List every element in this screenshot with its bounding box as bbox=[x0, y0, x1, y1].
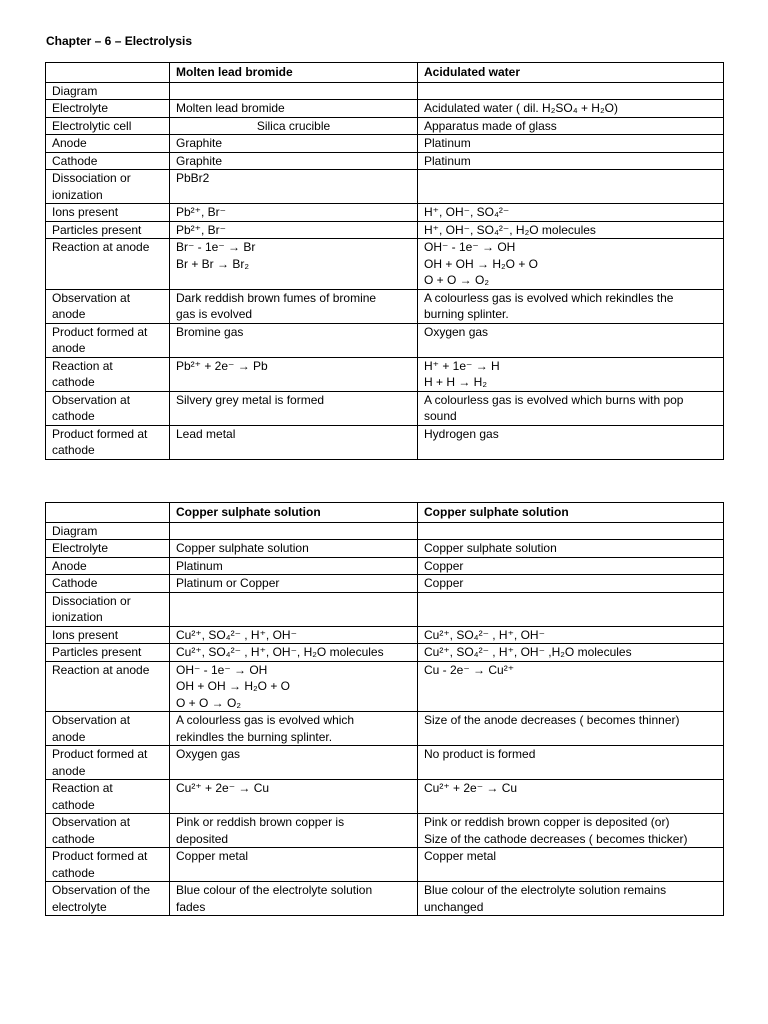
cell bbox=[170, 814, 418, 848]
row-label-line: cathode bbox=[52, 865, 95, 880]
cell bbox=[170, 289, 418, 323]
row-label-line: cathode bbox=[52, 831, 95, 846]
cell bbox=[418, 170, 724, 204]
row-label-line: Observation at bbox=[52, 713, 131, 727]
equation: Br + Br → Br₂ bbox=[176, 256, 250, 271]
cell: Cu²⁺, SO₄²⁻ , H⁺, OH⁻, H₂O molecules bbox=[170, 644, 418, 662]
cell-line: burning splinter. bbox=[424, 307, 509, 321]
row-label-line: Product formed at bbox=[52, 747, 148, 761]
cell: Hydrogen gas bbox=[418, 425, 724, 459]
row-label: Ions present bbox=[46, 204, 170, 222]
cell-line: deposited bbox=[176, 831, 229, 846]
cell: H⁺, OH⁻, SO₄²⁻, H₂O molecules bbox=[418, 221, 724, 239]
equation: H + H → H₂ bbox=[424, 375, 487, 389]
cell: Platinum bbox=[418, 152, 724, 170]
row-label: Diagram bbox=[46, 82, 170, 100]
cell-line: Blue colour of the electrolyte solution remains bbox=[424, 883, 667, 897]
row-label: Anode bbox=[46, 135, 170, 153]
table-row bbox=[46, 814, 724, 848]
cell-line: A colourless gas is evolved which burns with pop bbox=[424, 392, 684, 407]
cell: Platinum bbox=[170, 557, 418, 575]
table-row bbox=[46, 644, 724, 662]
table-row bbox=[46, 135, 724, 153]
row-label: Electrolyte bbox=[46, 540, 170, 558]
cell-line: Size of the cathode decreases ( becomes thicker) bbox=[424, 831, 688, 846]
cell: Silica crucible bbox=[170, 117, 418, 135]
cell: Pb²⁺ + 2e⁻ → Pb bbox=[170, 357, 418, 391]
row-label-line: cathode bbox=[52, 443, 95, 457]
header-cell: Copper sulphate solution bbox=[418, 503, 724, 523]
cell: PbBr2 bbox=[170, 170, 418, 204]
table-row bbox=[46, 117, 724, 135]
cell: H⁺, OH⁻, SO₄²⁻ bbox=[418, 204, 724, 222]
cell-line: A colourless gas is evolved which rekindles the bbox=[424, 290, 674, 305]
row-label-line: Observation at bbox=[52, 392, 131, 407]
row-label bbox=[46, 391, 170, 425]
cell: Copper bbox=[418, 575, 724, 593]
row-label-line: Product formed at bbox=[52, 849, 148, 863]
row-label-line: Product formed at bbox=[52, 426, 148, 441]
row-label-line: Observation of the bbox=[52, 883, 151, 897]
table-row bbox=[46, 540, 724, 558]
row-label-line: electrolyte bbox=[52, 899, 107, 914]
row-label bbox=[46, 425, 170, 459]
row-label: Reaction at anode bbox=[46, 239, 170, 290]
row-label-line: ionization bbox=[52, 610, 103, 624]
equation: H⁺ + 1e⁻ → H bbox=[424, 358, 500, 373]
row-label bbox=[46, 882, 170, 916]
row-label-line: anode bbox=[52, 307, 86, 321]
row-label: Ions present bbox=[46, 626, 170, 644]
table-row bbox=[46, 170, 724, 204]
table-row bbox=[46, 522, 724, 540]
table-row bbox=[46, 425, 724, 459]
cell-line: Blue colour of the electrolyte solution bbox=[176, 883, 373, 897]
cell-line: rekindles the burning splinter. bbox=[176, 729, 333, 744]
table-row bbox=[46, 575, 724, 593]
cell bbox=[170, 239, 418, 290]
cell: Oxygen gas bbox=[418, 323, 724, 357]
cell: Size of the anode decreases ( becomes thinner) bbox=[418, 712, 724, 746]
equation: Br⁻ - 1e⁻ → Br bbox=[176, 240, 256, 254]
cell: Copper sulphate solution bbox=[170, 540, 418, 558]
row-label-line: Reaction at bbox=[52, 781, 113, 795]
table-row bbox=[46, 100, 724, 118]
row-label-line: anode bbox=[52, 763, 86, 778]
row-label-line: ionization bbox=[52, 187, 103, 202]
row-label-line: anode bbox=[52, 729, 86, 744]
table-row bbox=[46, 239, 724, 290]
row-label-line: cathode bbox=[52, 797, 95, 812]
row-label: Cathode bbox=[46, 575, 170, 593]
table-row bbox=[46, 204, 724, 222]
cell bbox=[418, 592, 724, 626]
cell: Silvery grey metal is formed bbox=[170, 391, 418, 425]
comparison-table-lead-bromide-acidulated-water bbox=[45, 62, 724, 460]
table-row bbox=[46, 848, 724, 882]
row-label: Electrolyte bbox=[46, 100, 170, 118]
header-cell bbox=[46, 63, 170, 83]
row-label bbox=[46, 712, 170, 746]
cell-line: unchanged bbox=[424, 899, 484, 914]
header-cell: Molten lead bromide bbox=[170, 63, 418, 83]
row-label-line: Dissociation or bbox=[52, 171, 131, 185]
table-header-row bbox=[46, 503, 724, 523]
row-label: Anode bbox=[46, 557, 170, 575]
cell-line: Pink or reddish brown copper is deposited (or) bbox=[424, 815, 670, 829]
cell-line: A colourless gas is evolved which bbox=[176, 713, 355, 727]
cell: Cu²⁺, SO₄²⁻ , H⁺, OH⁻ bbox=[170, 626, 418, 644]
row-label: Electrolytic cell bbox=[46, 117, 170, 135]
cell: Cu²⁺ + 2e⁻ → Cu bbox=[170, 780, 418, 814]
equation: OH + OH → H₂O + O bbox=[176, 679, 291, 693]
row-label bbox=[46, 848, 170, 882]
table-row bbox=[46, 882, 724, 916]
page-title: Chapter – 6 – Electrolysis bbox=[46, 34, 193, 48]
row-label: Reaction at anode bbox=[46, 661, 170, 712]
equation: O + O → O₂ bbox=[176, 695, 242, 710]
row-label bbox=[46, 814, 170, 848]
row-label bbox=[46, 592, 170, 626]
cell bbox=[418, 357, 724, 391]
header-cell: Copper sulphate solution bbox=[170, 503, 418, 523]
table-row bbox=[46, 592, 724, 626]
cell-line: Dark reddish brown fumes of bromine bbox=[176, 290, 377, 305]
table-row bbox=[46, 289, 724, 323]
row-label bbox=[46, 289, 170, 323]
row-label bbox=[46, 323, 170, 357]
row-label bbox=[46, 357, 170, 391]
cell: Cu - 2e⁻ → Cu²⁺ bbox=[418, 661, 724, 712]
cell: Copper metal bbox=[170, 848, 418, 882]
row-label bbox=[46, 170, 170, 204]
table-row bbox=[46, 746, 724, 780]
row-label-line: cathode bbox=[52, 409, 95, 423]
cell bbox=[170, 592, 418, 626]
cell: Copper sulphate solution bbox=[418, 540, 724, 558]
row-label bbox=[46, 780, 170, 814]
table-row bbox=[46, 712, 724, 746]
equation: O + O → O₂ bbox=[424, 273, 490, 287]
equation: OH + OH → H₂O + O bbox=[424, 256, 539, 271]
cell: Cu²⁺, SO₄²⁻ , H⁺, OH⁻ ,H₂O molecules bbox=[418, 644, 724, 662]
row-label-line: Observation at bbox=[52, 290, 131, 305]
table-row bbox=[46, 357, 724, 391]
cell: Graphite bbox=[170, 152, 418, 170]
cell: Lead metal bbox=[170, 425, 418, 459]
cell: Molten lead bromide bbox=[170, 100, 418, 118]
header-cell: Acidulated water bbox=[418, 63, 724, 83]
cell-line: gas is evolved bbox=[176, 307, 253, 321]
cell: Oxygen gas bbox=[170, 746, 418, 780]
row-label-line: Reaction at bbox=[52, 358, 113, 373]
header-cell bbox=[46, 503, 170, 523]
table-row bbox=[46, 661, 724, 712]
cell: Copper bbox=[418, 557, 724, 575]
table-row bbox=[46, 323, 724, 357]
cell: Bromine gas bbox=[170, 323, 418, 357]
row-label: Particles present bbox=[46, 221, 170, 239]
cell: No product is formed bbox=[418, 746, 724, 780]
comparison-table-copper-sulphate bbox=[45, 502, 724, 916]
table-row bbox=[46, 780, 724, 814]
cell-line: fades bbox=[176, 899, 206, 914]
equation: OH⁻ - 1e⁻ → OH bbox=[176, 662, 268, 677]
row-label-line: Product formed at bbox=[52, 324, 148, 339]
equation: OH⁻ - 1e⁻ → OH bbox=[424, 240, 516, 254]
table-row bbox=[46, 221, 724, 239]
cell: Platinum bbox=[418, 135, 724, 153]
row-label-line: Observation at bbox=[52, 815, 131, 829]
cell bbox=[418, 814, 724, 848]
cell: Platinum or Copper bbox=[170, 575, 418, 593]
row-label-line: Dissociation or bbox=[52, 593, 131, 608]
row-label: Diagram bbox=[46, 522, 170, 540]
cell bbox=[170, 712, 418, 746]
table-header-row bbox=[46, 63, 724, 83]
table-row bbox=[46, 626, 724, 644]
cell bbox=[170, 522, 418, 540]
cell bbox=[418, 882, 724, 916]
cell bbox=[170, 661, 418, 712]
row-label-line: cathode bbox=[52, 375, 95, 389]
cell: Apparatus made of glass bbox=[418, 117, 724, 135]
row-label: Cathode bbox=[46, 152, 170, 170]
row-label: Particles present bbox=[46, 644, 170, 662]
table-row bbox=[46, 82, 724, 100]
cell bbox=[170, 82, 418, 100]
cell: Copper metal bbox=[418, 848, 724, 882]
cell bbox=[418, 391, 724, 425]
cell-line: sound bbox=[424, 409, 457, 423]
cell bbox=[418, 239, 724, 290]
cell: Graphite bbox=[170, 135, 418, 153]
table-row bbox=[46, 391, 724, 425]
cell bbox=[418, 82, 724, 100]
row-label-line: anode bbox=[52, 341, 86, 355]
cell bbox=[418, 289, 724, 323]
table-row bbox=[46, 557, 724, 575]
cell bbox=[418, 522, 724, 540]
table-row bbox=[46, 152, 724, 170]
row-label bbox=[46, 746, 170, 780]
cell bbox=[170, 882, 418, 916]
cell: Acidulated water ( dil. H₂SO₄ + H₂O) bbox=[418, 100, 724, 118]
cell: Pb²⁺, Br⁻ bbox=[170, 204, 418, 222]
cell: Cu²⁺ + 2e⁻ → Cu bbox=[418, 780, 724, 814]
cell: Pb²⁺, Br⁻ bbox=[170, 221, 418, 239]
cell: Cu²⁺, SO₄²⁻ , H⁺, OH⁻ bbox=[418, 626, 724, 644]
cell-line: Pink or reddish brown copper is bbox=[176, 815, 345, 829]
